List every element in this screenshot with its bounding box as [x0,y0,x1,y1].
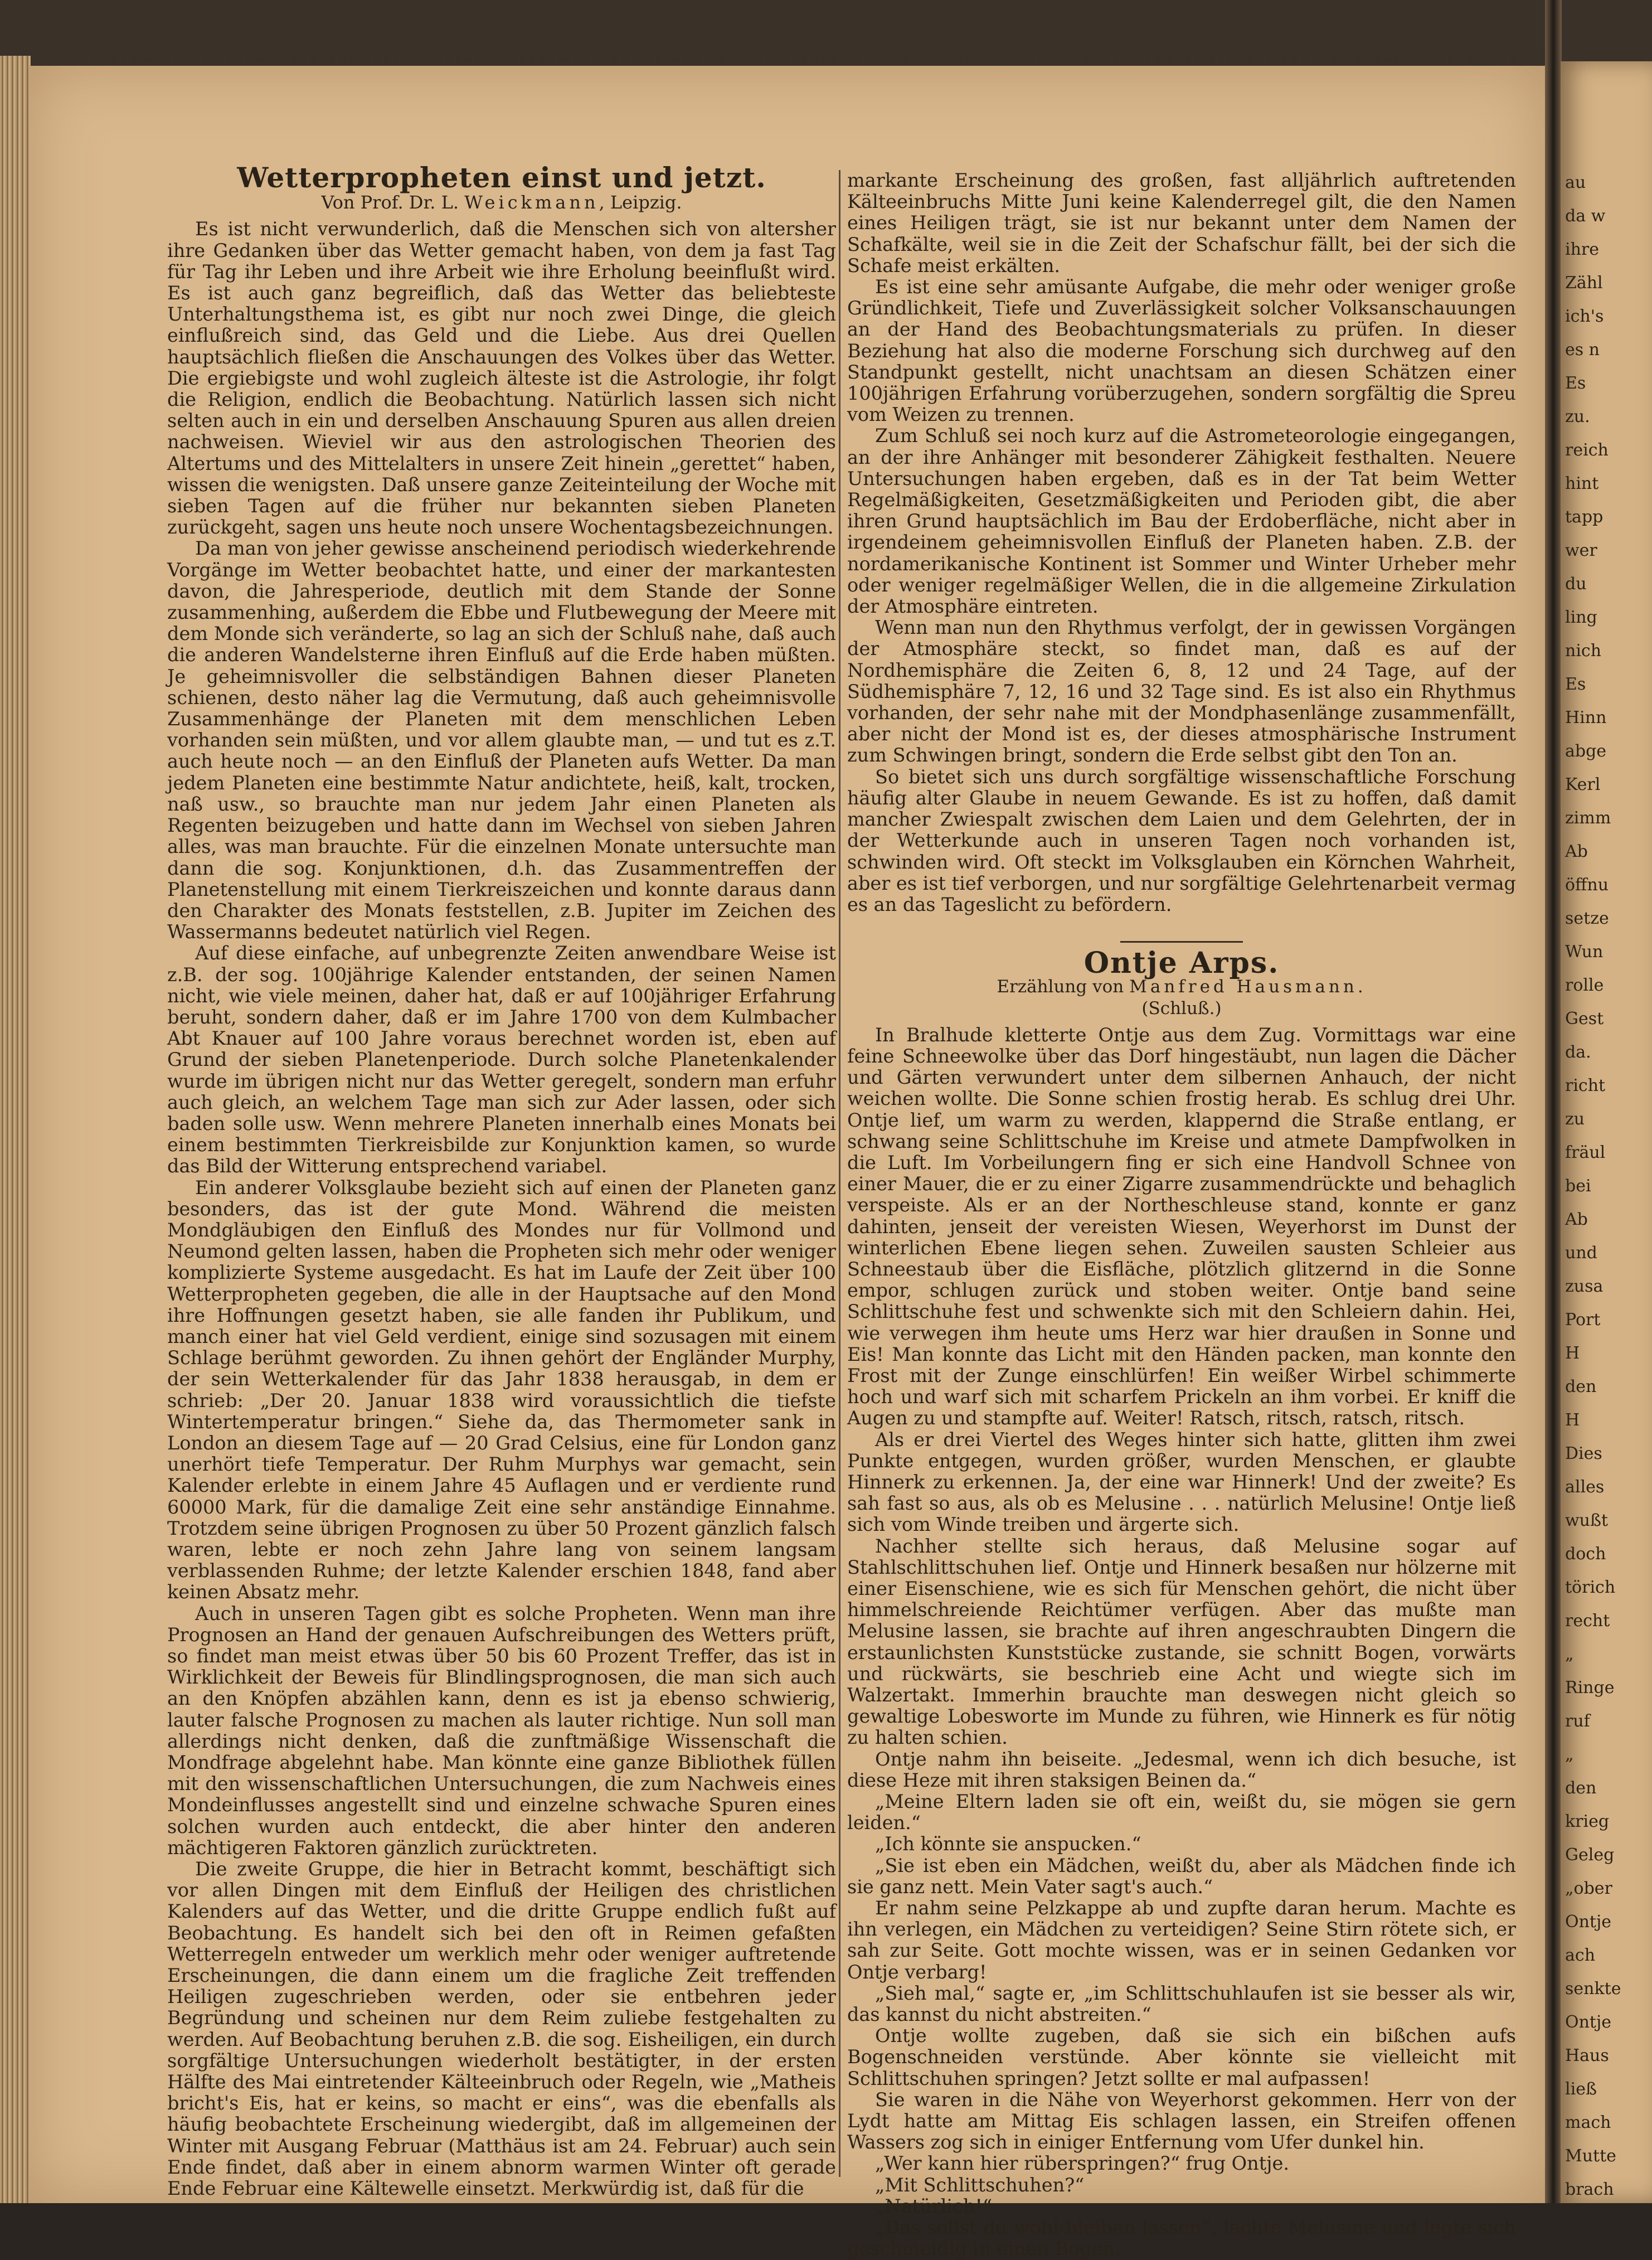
next-page-fragment: alles [1565,1477,1605,1497]
next-page-fragment: hint [1565,474,1599,493]
story-paragraph: „Ich könnte sie anspucken.“ [875,1833,1141,1855]
section-rule [1120,941,1243,943]
next-page-fragment: „ [1565,1645,1574,1664]
next-page-fragment: Es [1565,374,1586,393]
article-column [167,161,836,2200]
next-page-fragment: bei [1565,1176,1591,1196]
column-divider [839,170,840,2177]
next-page-fragment: au [1565,173,1586,192]
article-paragraph: Es ist eine sehr amüsante Aufgabe, die mehr oder weniger große Gründlichkeit, Tiefe und Zuverlässigkeit solcher Volksanschauungen an der Hand des Beobachtungsmaterials zu prüfen. In dieser Beziehung hat also die moderne Forschung sich durchweg auf den Standpunkt gestellt, nicht unachtsam an diesen Schätzen einer 100jährigen Erfahrung vorüberzugehen, sondern sorgfältig die Spreu vom Weizen zu trennen. [847,276,1516,426]
next-page-fragment: Mutte [1565,2146,1616,2166]
next-page-fragment: nich [1565,641,1602,661]
next-page-fragment: öffnu [1565,875,1609,895]
next-page-fragment: fräul [1565,1143,1606,1162]
next-page-fragment: wer [1565,541,1597,560]
next-page-fragment: H [1565,1344,1580,1363]
next-page-fragment: Port [1565,1310,1601,1330]
next-page-fragment: abge [1565,741,1607,761]
article-paragraph: Auf diese einfache, auf unbegrenzte Zeiten anwendbare Weise ist z.B. der sog. 100jährige Kalender entstanden, der seinen Namen nicht, wie viele meinen, daher hat, daß er auf 100jähriger Erfahrung beruht, sondern daher, daß er im Jahre 1700 von dem Kulmbacher Abt Knauer auf 100 Jahre voraus berechnet worden ist, eben auf Grund der sieben Planetenperiode. Durch solche Planetenkalender wurde im übrigen nicht nur das Wetter geregelt, sondern man erfuhr auch gleich, an welchem Tage man sich zur Ader lassen, oder sich baden solle usw. Wenn mehrere Planeten innerhalb eines Monats bei einem bestimmten Tierkreisbilde zur Konjunktion kamen, so wurde das Bild der Witterung entsprechend variabel. [167,942,836,1177]
article-paragraph: Ein anderer Volksglaube bezieht sich auf einen der Planeten ganz besonders, das ist der gute Mond. Während die meisten Mondgläubigen den Einfluß des Mondes nur für Vollmond und Neumond gelten lassen, haben die Propheten sich mehr oder weniger komplizierte Systeme ausgedacht. Es hat im Laufe der Zeit über 100 Wetterpropheten gegeben, die alle in der Hauptsache auf den Mond ihre Hoffnungen gesetzt haben, sie alle fanden ihr Publikum, und manch einer hat viel Geld verdient, einige sind sozusagen mit einem Schlage berühmt geworden. Zu ihnen gehört der Engländer Murphy, der sein Wetterkalender für das Jahr 1838 herausgab, in dem er schrieb: „Der 20. Januar 1838 wird voraussichtlich die tiefste Wintertemperatur bringen.“ Siehe da, das Thermometer sank in London an diesem Tage auf — 20 Grad Celsius, eine für London ganz unerhört tiefe Temperatur. Der Ruhm Murphys war gemacht, sein Kalender erlebte in einem Jahre 45 Auflagen und er verdiente rund 60000 Mark, für die damalige Zeit eine sehr anständige Einnahme. Trotzdem seine übrigen Prognosen zu über 50 Prozent gänzlich falsch waren, lebte er noch zehn Jahre lang von seinem langsam verblassenden Ruhme; der letzte Kalender erschien 1848, fand aber keinen Absatz mehr. [167,1176,836,1603]
next-page-fragment: den [1565,1778,1597,1798]
story-paragraph: Sie waren in die Nähe von Weyerhorst gekommen. Herr von der Lydt hatte am Mittag Eis schlagen lassen, ein Streifen offenen Wassers zog sich in einiger Entfernung vom Ufer dunkel hin. [847,2088,1516,2154]
byline-author: Weickmann [464,192,599,214]
next-page-fragment: und [1565,1243,1597,1263]
next-page-fragment: recht [1565,1611,1610,1631]
next-page-fragment: wußt [1565,1511,1609,1530]
next-page-fragment: Zähl [1565,273,1603,293]
next-page-fragment: ling [1565,608,1597,627]
right-column [847,170,1516,2260]
next-page-fragment: Ontje [1565,2012,1612,2032]
story-paragraph: „Sie ist eben ein Mädchen, weißt du, aber als Mädchen finde ich sie ganz nett. Mein Vater sagt's auch.“ [847,1854,1516,1898]
next-page-fragment: da. [1565,1042,1591,1062]
next-page-fragment: Geleg [1565,1845,1615,1865]
story-paragraph: Er nahm seine Pelzkappe ab und zupfte daran herum. Machte es ihn verlegen, ein Mädchen zu verteidigen? Seine Stirn rötete sich, er sah zur Seite. Gott mochte wissen, was er in seinen Gedanken vor Ontje verbarg! [847,1897,1516,1983]
next-page-fragment: du [1565,574,1587,594]
next-page-fragment: Ringe [1565,1678,1615,1698]
story-paragraph: In Bralhude kletterte Ontje aus dem Zug. Vormittags war eine feine Schneewolke über das Dorf hingestäubt, nun lagen die Dächer und Gärten verwundert unter dem silbernen Anhauch, der nicht weichen wollte. Die Sonne schien frostig herab. Es schlug drei Uhr. Ontje lief, um warm zu werden, klappernd die Straße entlang, er schwang seine Schlittschuhe im Kreise und atmete Dampfwolken in die Luft. Im Vorbeilungern fing er sich eine Handvoll Schnee von einer Mauer, die er zu einer Zigarre zusammendrückte und behaglich verspeiste. Als er an der Northeschleuse stand, konnte er ganz dahinten, jenseit der vereisten Wiesen, Weyerhorst im Dunst der winterlichen Ebene liegen sehen. Zuweilen sausten Schleier aus Schneestaub über die Eisfläche, plötzlich glitzernd in die Sonne empor, schlugen zurück und stoben weiter. Ontje band seine Schlittschuhe fest und schwenkte sich mit den Schleiern dahin. Hei, wie verwegen ihm heute ums Herz war hier draußen in Sonne und Eis! Man konnte das Licht mit den Händen packen, man konnte den Frost mit der Zunge einschlürfen! Ein weißer Wirbel schimmerte hoch und warf sich mit scharfem Prickeln an ihm vorbei. Er kniff die Augen zu und stampfte auf. Weiter! Ratsch, ritsch, ratsch, ritsch. [847,1024,1516,1429]
article-paragraph: Da man von jeher gewisse anscheinend periodisch wiederkehrende Vorgänge im Wetter beobachtet hatte, und einer der markantesten davon, die Jahresperiode, deutlich mit dem Stande der Sonne zusammenhing, außerdem die Ebbe und Flutbewegung der Meere mit dem Monde sich veränderte, so lag an sich der Schluß nahe, daß auch die anderen Wandelsterne ihren Einfluß auf die Erde haben müßten. Je geheimnisvoller die selbständigen Bahnen dieser Planeten schienen, desto näher lag die Vermutung, daß auch geheimnisvolle Zusammenhänge der Planeten mit dem menschlichen Leben vorhanden sein müßten, und vor allem glaubte man, — und tut es z.T. auch heute noch — an den Einfluß der Planeten aufs Wetter. Da man jedem Planeten eine bestimmte Natur andichtete, heiß, kalt, trocken, naß usw., so brauchte man nur jedem Jahr einen Planeten als Regenten beizugeben und hatte dann im Wechsel von sieben Jahren alles, was man brauchte. Für die einzelnen Monate untersuchte man dann die sog. Konjunktionen, d.h. das Zusammentreffen der Planetenstellung mit einem Tierkreiszeichen und konnte daraus dann den Charakter des Monats feststellen, z.B. Jupiter im Zeichen des Wassermanns bedeutet natürlich viel Regen. [167,537,836,943]
story-paragraph: Als er drei Viertel des Weges hinter sich hatte, glitten ihm zwei Punkte entgegen, wurden größer, wurden Menschen, er glaubte Hinnerk zu erkennen. Ja, der eine war Hinnerk! Und der zweite? Es sah fast so aus, als ob es Melusine . . . natürlich Melusine! Ontje ließ sich vom Winde treiben und ärgerte sich. [847,1428,1516,1536]
next-page-fragment: tapp [1565,507,1604,527]
next-page-fragment: H [1565,1410,1580,1430]
story-paragraph: Ontje nahm ihn beiseite. „Jedesmal, wenn ich dich besuche, ist diese Heze mit ihren staksigen Beinen da.“ [847,1748,1516,1791]
next-page-fragment: reich [1565,440,1609,460]
story-author: Manfred Hausmann. [1129,977,1367,997]
next-page-fragment: ruf [1565,1711,1590,1731]
next-page-fragment: ach [1565,1946,1596,1965]
next-page-fragment: Hinn [1565,708,1607,728]
story-part: (Schluß.) [1141,998,1222,1019]
next-page-fragment: Ab [1565,842,1588,861]
next-page-fragment: mach [1565,2113,1611,2132]
next-page-fragment: Ab [1565,1210,1588,1229]
story-paragraph: „Mit Schlittschuhen?“ [875,2174,1085,2196]
next-page-fragment: Dies [1565,1444,1602,1463]
next-page-fragment: brach [1565,2180,1614,2199]
article-paragraph: So bietet sich uns durch sorgfältige wissenschaftliche Forschung häufig alter Glaube in neuem Gewande. Es ist zu hoffen, daß damit mancher Zwiespalt zwischen dem Laien und dem Gelehrten, der in der Wetterkunde auch in unseren Tagen noch vorhanden ist, schwinden wird. Oft steckt im Volksglauben ein Körnchen Wahrheit, aber es ist tief verborgen, und nur sorgfältige Gelehrtenarbeit vermag es an das Tageslicht zu befördern. [847,765,1516,915]
next-page-fragment: rolle [1565,976,1604,995]
next-page-fragment: es n [1565,340,1600,360]
article-byline [167,192,836,213]
next-page-fragment: „ [1565,1745,1574,1764]
next-page-fragment: richt [1565,1076,1606,1095]
next-page-fragment: „ober [1565,1879,1612,1898]
article-paragraph: Zum Schluß sei noch kurz auf die Astrometeorologie eingegangen, an der ihre Anhänger mit besonderer Zähigkeit festhalten. Neuere Untersuchungen haben ergeben, daß es in der Tat beim Wetter Regelmäßigkeiten, Gesetzmäßigkeiten und Perioden gibt, die aber ihren Grund hauptsächlich im Bau der Erdoberfläche, nicht aber in irgendeinem geheimnisvollen Einfluß der Planeten haben. Z.B. der nordamerikanische Kontinent ist Sommer und Winter Urheber mehr oder weniger regelmäßiger Wellen, die in die allgemeine Zirkulation der Atmosphäre eintreten. [847,425,1516,618]
article-paragraph: markante Erscheinung des großen, fast alljährlich auftretenden Kälteeinbruchs Mitte Juni keine Kalenderregel gilt, die den Namen eines Heiligen trägt, sie ist nur bekannt unter dem Namen der Schafkälte, weil sie in die Zeit der Schafschur fällt, bei der sich die Schafe meist erkälten. [847,169,1516,277]
next-page-fragment: senkte [1565,1979,1621,1999]
story-title: Ontje Arps. [1083,946,1280,981]
next-page-fragment: zimm [1565,808,1611,828]
next-page-fragment: törich [1565,1578,1616,1597]
next-page-fragment: Es [1565,675,1586,694]
next-page-fragment: Wun [1565,942,1604,962]
story-paragraph: „Meine Eltern laden sie oft ein, weißt du, sie mögen sie gern leiden.“ [847,1791,1516,1834]
story-paragraph: Nachher stellte sich heraus, daß Melusine sogar auf Stahlschlittschuhen lief. Ontje und Hinnerk besaßen nur hölzerne mit einer Eisenschiene, wie es sich für Menschen gehört, die nicht über himmelschreiende Reichtümer verfügen. Aber das mußte man Melusine lassen, sie brachte auf ihren angeschraubten Dingern die erstaunlichsten Kunststücke zustande, sie schnitt Bogen, vorwärts und rückwärts, sie beschrieb eine Acht und wiegte sich im Walzertakt. Immerhin brauchte man deswegen nicht gleich so gewaltige Lobesworte im Munde zu führen, wie Hinnerk es für nötig zu halten schien. [847,1535,1516,1749]
next-page-fragment: krieg [1565,1812,1610,1831]
article-paragraph: Es ist nicht verwunderlich, daß die Menschen sich von altersher ihre Gedanken über das Wetter gemacht haben, von dem ja fast Tag für Tag ihr Leben und ihre Arbeit wie ihre Erholung beeinflußt wird. Es ist auch ganz begreiflich, daß das Wetter das beliebteste Unterhaltungsthema ist, es gibt nur noch zwei Dinge, die gleich einflußreich sind, das Geld und die Liebe. Aus drei Quellen hauptsächlich fließen die Anschauungen des Volkes über das Wetter. Die ergiebigste und wohl zugleich älteste ist die Astrologie, ihr folgt die Religion, endlich die Beobachtung. Natürlich lassen sich nicht selten auch in ein und derselben Anschauung Spuren aus allen dreien nachweisen. Wieviel wir aus den astrologischen Theorien des Altertums und des Mittelalters in unsere Zeit hinein „gerettet“ haben, wissen die wenigsten. Daß unsere ganze Zeiteinteilung der Woche mit sieben Tagen auf die früher nur bekannten sieben Planeten zurückgeht, sagen uns heute noch unsere Wochentagsbezeichnungen. [167,218,836,539]
next-page-fragment: doch [1565,1544,1606,1564]
story-paragraph: „Wer kann hier rüberspringen?“ frug Ontje. [875,2152,1290,2175]
next-page-edge [1561,61,1652,2203]
next-page-fragment: den [1565,1377,1597,1396]
next-page-fragment: Ontje [1565,1912,1612,1932]
story-paragraph: „Das sollst du wohl bleiben lassen“, lachte Melusine und legte sich geschmeidig in einen Bogen. [847,2217,1516,2260]
article-title: Wetterpropheten einst und jetzt. [237,161,766,194]
next-page-fragment: Haus [1565,2046,1609,2065]
article-paragraph: Auch in unseren Tagen gibt es solche Propheten. Wenn man ihre Prognosen an Hand der genauen Aufschreibungen des Wetters prüft, so findet man meist etwas über 50 bis 60 Prozent Treffer, das ist in Wirklichkeit der Beweis für Blindlingsprognosen, die man sich auch an den Knöpfen abzählen kann, denn es ist ja ebenso schwierig, lauter falsche Prognosen zu machen als lauter richtige. Nun soll man allerdings nicht denken, daß die zunftmäßige Wissenschaft die Mondfrage abgelehnt habe. Man könnte eine ganze Bibliothek füllen mit den wissenschaftlichen Untersuchungen, die zum Nachweis eines Mondeinflusses angestellt sind und einzelne schwache Spuren eines solchen wurden auch entdeckt, die aber hinter den anderen mächtigeren Faktoren gänzlich zurücktreten. [167,1602,836,1859]
next-page-fragment: zu [1565,1109,1585,1129]
story-paragraph: Ontje wollte zugeben, daß sie sich ein bißchen aufs Bogenschneiden verstünde. Aber könnte sie vielleicht mit Schlittschuhen springen? Jetzt sollte er mal aufpassen! [847,2025,1516,2089]
book-gutter [1545,0,1562,2203]
byline-prefix: Von Prof. Dr. L. [321,192,459,214]
next-page-fragment: setze [1565,909,1609,928]
story-paragraph: „Natürlich!“ [875,2195,993,2217]
byline-place: , Leipzig. [599,192,682,214]
next-page-fragment: ich's [1565,307,1604,326]
story-byline-prefix: Erzählung von [997,977,1124,997]
next-page-fragment: Kerl [1565,775,1601,794]
next-page-fragment: ließ [1565,2079,1597,2099]
next-page-fragment: zusa [1565,1277,1604,1296]
next-page-fragment: ihre [1565,240,1600,259]
article-paragraph: Wenn man nun den Rhythmus verfolgt, der in gewissen Vorgängen der Atmosphäre steckt, so findet man, daß es auf der Nordhemisphäre die Zeiten 6, 8, 12 und 24 Tage, auf der Südhemisphäre 7, 12, 16 und 32 Tage sind. Es ist also ein Rhythmus vorhanden, der sehr nahe mit der Mondphasenlänge zusammenfällt, aber nicht der Mond ist es, der dieses atmosphärische Instrument zum Schwingen bringt, sondern die Erde selbst gibt den Ton an. [847,617,1516,767]
next-page-fragment: zu. [1565,407,1590,426]
story-paragraph: „Sieh mal,“ sagte er, „im Schlittschuhlaufen ist sie besser als wir, das kannst du nicht abstreiten.“ [847,1982,1516,2026]
article-paragraph: Die zweite Gruppe, die hier in Betracht kommt, beschäftigt sich vor allen Dingen mit dem Einfluß der Heiligen des christlichen Kalenders auf das Wetter, und die dritte Gruppe endlich fußt auf Beobachtung. Es handelt sich bei den oft in Reimen gefaßten Wetterregeln entweder um werklich mehr oder weniger auftretende Erscheinungen, die dann einem um die fragliche Zeit treffenden Heiligen zugeschrieben werden, oder sie entbehren jeder Begründung und scheinen nur dem Reim zuliebe festgehalten zu werden. Auf Beobachtung beruhen z.B. die sog. Eisheiligen, ein durch sorgfältige Untersuchungen wiederholt bestätigter, in der ersten Hälfte des Mai eintretender Kälteeinbruch oder Regeln, wie „Matheis bricht's Eis, hat er keins, so macht er eins“, was die ebenfalls als häufig beobachtete Erscheinung wiedergibt, daß im allgemeinen der Winter mit Ausgang Februar (Matthäus ist am 24. Februar) auch sein Ende findet, daß aber in einem abnorm warmen Winter oft gerade Ende Februar eine Kältewelle einsetzt. Merkwürdig ist, daß für die [167,1858,836,2200]
next-page-fragment: da w [1565,206,1606,226]
book-page-edges [0,56,31,2203]
story-byline [847,976,1516,997]
next-page-fragment: Gest [1565,1009,1604,1029]
